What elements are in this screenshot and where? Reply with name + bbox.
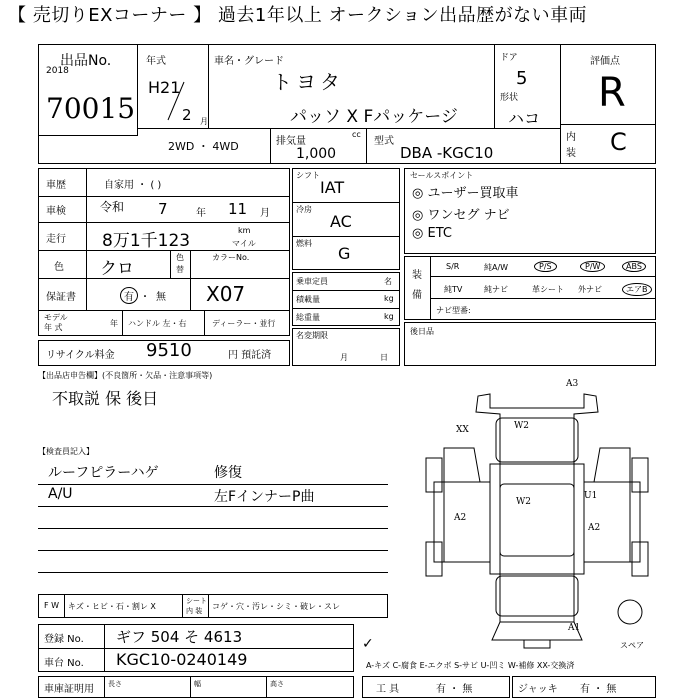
- inspector-right-1: 修復: [214, 465, 242, 481]
- inspector-line-2: A/U: [48, 486, 73, 502]
- divider: [64, 594, 65, 618]
- inspection-year-unit: 年: [196, 208, 206, 219]
- mileage-value: 8万1千123: [102, 231, 191, 251]
- weight-unit: kg: [384, 312, 394, 321]
- divider: [38, 310, 290, 311]
- load-label: 積載量: [296, 295, 320, 304]
- shift-value: IAT: [320, 178, 345, 197]
- color-no-label: カラーNo.: [212, 253, 250, 262]
- equip-ext-navi: 外ナビ: [578, 285, 602, 294]
- sales-points-label: セールスポイント: [410, 171, 474, 180]
- divider: [182, 594, 183, 618]
- score-label: 評価点: [590, 56, 620, 67]
- inspector-line-1: ルーフピラーハゲ: [48, 465, 159, 481]
- divider: [38, 550, 388, 551]
- weight-label: 総重量: [296, 313, 320, 322]
- chassis-value: KGC10-0240149: [116, 650, 248, 669]
- small-dealer: ディーラー・並行: [212, 319, 276, 328]
- cert-width: 幅: [194, 680, 201, 688]
- passengers-label: 乗車定員: [296, 277, 328, 286]
- score-value: R: [598, 70, 626, 116]
- inspection-label: 車検: [46, 206, 66, 217]
- divider: [292, 308, 400, 309]
- aircon-value: AC: [330, 212, 352, 231]
- car-maker: トヨタ: [272, 70, 344, 94]
- small-year-unit: 年: [110, 319, 118, 328]
- year-month: 2: [182, 106, 192, 124]
- model-type-value: DBA -KGC10: [400, 144, 494, 162]
- displacement-unit: cc: [352, 130, 361, 139]
- registration-value: ギフ 504 そ 4613: [116, 628, 243, 646]
- mark-u1: U1: [584, 491, 598, 501]
- navi-type-label: ナビ型番:: [436, 306, 471, 315]
- small-model-year: モデル: [44, 313, 68, 322]
- sales-point-3: ◎ ETC: [412, 226, 452, 241]
- mark-w2-center: W2: [516, 497, 531, 507]
- equip-navi: 純ナビ: [484, 285, 508, 294]
- car-model: パッソ X Fパッケージ: [290, 107, 458, 127]
- divider: [560, 44, 561, 164]
- equip-aw: 純A/W: [484, 263, 509, 272]
- name-change-day: 日: [380, 353, 388, 362]
- divider: [292, 202, 400, 203]
- inspection-year: 7: [158, 200, 168, 218]
- after-label: 後日品: [410, 327, 434, 336]
- equipment-label-2: 備: [412, 290, 422, 301]
- color-change-label-2: 替: [176, 265, 184, 274]
- divider: [38, 222, 290, 223]
- jack-value: 有 ・ 無: [580, 684, 617, 695]
- mark-a2-left: A2: [454, 513, 467, 523]
- name-change-month: 月: [340, 353, 348, 362]
- shape-label: 形状: [500, 93, 519, 103]
- interior-value: C: [610, 128, 627, 156]
- model-type-label: 型式: [374, 136, 394, 147]
- interior-label: 内: [566, 132, 576, 143]
- divider: [430, 276, 656, 277]
- spare-label: スペア: [620, 641, 644, 650]
- divider: [38, 278, 290, 279]
- cert-length: 長さ: [108, 680, 122, 688]
- mark-a1: A1: [568, 623, 581, 633]
- divider: [122, 310, 123, 336]
- divider: [38, 528, 388, 529]
- recycle-unit: 円 預託済: [228, 350, 272, 361]
- divider: [190, 250, 191, 310]
- name-change-label: 名変期限: [296, 331, 328, 340]
- divider: [292, 236, 400, 237]
- divider: [430, 298, 656, 299]
- divider: [204, 310, 205, 336]
- equip-tv: 純TV: [444, 285, 463, 294]
- warranty-no: 無: [156, 292, 166, 303]
- divider: [104, 624, 105, 672]
- small-handle: ハンドル 左・右: [128, 319, 187, 328]
- warranty-label: 保証書: [46, 292, 76, 303]
- door-label: ドア: [500, 53, 518, 63]
- divider: [38, 648, 354, 649]
- divider: [494, 44, 495, 128]
- history-label: 車歴: [46, 180, 66, 191]
- load-unit: kg: [384, 294, 394, 303]
- color-no-value: X07: [206, 282, 246, 306]
- fuel-label: 燃料: [296, 239, 312, 248]
- equip-pw: P/W: [580, 261, 605, 272]
- year-era: H21: [148, 78, 181, 97]
- inspection-era: 令和: [100, 200, 125, 214]
- lot-label: 出品No.: [60, 53, 112, 69]
- divider: [86, 168, 87, 310]
- divider: [38, 484, 388, 485]
- mileage-unit-mile: マイル: [232, 239, 256, 248]
- divider: [266, 676, 267, 698]
- divider: [38, 196, 290, 197]
- shift-label: シフト: [296, 171, 320, 180]
- inspection-month: 11: [228, 200, 248, 218]
- fw-label: F W: [44, 601, 60, 610]
- passengers-unit: 名: [384, 277, 392, 286]
- car-diagram: [404, 372, 656, 652]
- registration-check: ✓: [362, 636, 374, 652]
- mark-w2-top: W2: [514, 421, 529, 431]
- inspector-label: 【検査員記入】: [38, 447, 94, 456]
- divider: [208, 594, 209, 618]
- aircon-label: 冷房: [296, 205, 312, 214]
- shape-value: ハコ: [508, 109, 541, 128]
- mileage-unit-km: km: [238, 226, 251, 235]
- car-label: 車名・グレード: [214, 56, 284, 67]
- divider: [38, 506, 388, 507]
- door-value: 5: [516, 68, 528, 89]
- notes-text: 不取説 保 後日: [52, 389, 159, 408]
- registration-label: 登録 No.: [44, 634, 84, 645]
- equip-leather: 革シート: [532, 285, 564, 294]
- equip-airbag: エアB: [622, 283, 652, 296]
- displacement-value: 1,000: [296, 146, 337, 162]
- displacement-label: 排気量: [276, 136, 306, 147]
- fuel-value: G: [338, 244, 351, 263]
- divider: [104, 676, 105, 698]
- lot-number: 70015: [46, 92, 136, 125]
- inspection-month-unit: 月: [260, 208, 270, 219]
- damage-legend: A-キズ C-腐食 E-エクボ S-サビ U-凹ミ W-補修 XX-交換済: [366, 661, 575, 670]
- history-value: 自家用 ・ ( ): [104, 180, 162, 191]
- mark-a2-right: A2: [588, 523, 601, 533]
- sales-point-2: ◎ ワンセグ ナビ: [412, 208, 510, 223]
- page-title: 【 売切りEXコーナー 】 過去1年以上 オークション出品歴がない車両: [8, 5, 588, 26]
- small-model-year-2: 年 式: [44, 323, 63, 332]
- seat-label: シート: [186, 597, 207, 605]
- divider: [208, 44, 209, 128]
- mark-xx: XX: [456, 425, 469, 435]
- year-slash: [160, 80, 190, 124]
- lot-year: 2018: [46, 66, 69, 76]
- seat-items: コゲ・穴・汚レ・シミ・破レ・スレ: [212, 602, 340, 611]
- mark-a3: A3: [566, 379, 579, 389]
- tools-value: 有 ・ 無: [436, 684, 473, 695]
- jack-label: ジャッキ: [518, 684, 558, 695]
- divider: [138, 128, 560, 129]
- divider: [560, 124, 656, 125]
- interior-label-2: 装: [566, 148, 576, 159]
- divider: [292, 290, 400, 291]
- divider: [366, 128, 367, 164]
- divider: [190, 676, 191, 698]
- notes-label: 【出品店申告欄】(不良箇所・欠品・注意事項等): [38, 371, 213, 380]
- recycle-value: 9510: [146, 340, 192, 361]
- divider: [270, 128, 271, 164]
- warranty-yes: 有: [120, 287, 138, 304]
- equip-ps: P/S: [534, 261, 557, 272]
- mileage-label: 走行: [46, 234, 66, 245]
- color-label: 色: [54, 262, 64, 273]
- color-change-label: 色: [176, 253, 184, 262]
- after-box: [404, 322, 656, 366]
- equip-abs: ABS: [622, 261, 646, 272]
- chassis-label: 車台 No.: [44, 658, 84, 669]
- divider: [38, 572, 388, 573]
- seat-label-2: 内 装: [186, 607, 203, 615]
- inspector-right-2: 左FインナーP曲: [214, 489, 315, 505]
- tools-label: 工 具: [376, 684, 400, 695]
- divider: [430, 256, 431, 320]
- divider: [170, 250, 171, 278]
- sales-point-1: ◎ ユーザー買取車: [412, 186, 519, 201]
- drive-label: 2WD ・ 4WD: [168, 140, 239, 153]
- fw-items: キズ・ヒビ・石・割レ X: [68, 602, 156, 611]
- year-label: 年式: [146, 56, 166, 67]
- equip-sr: S/R: [446, 262, 460, 271]
- year-month-unit: 月: [200, 117, 208, 126]
- warranty-dot: ・: [140, 292, 150, 303]
- equipment-label-1: 装: [412, 270, 422, 281]
- recycle-label: リサイクル料金: [46, 350, 115, 361]
- cert-height: 高さ: [270, 680, 284, 688]
- cert-label: 車庫証明用: [44, 684, 94, 695]
- color-value: クロ: [100, 259, 134, 279]
